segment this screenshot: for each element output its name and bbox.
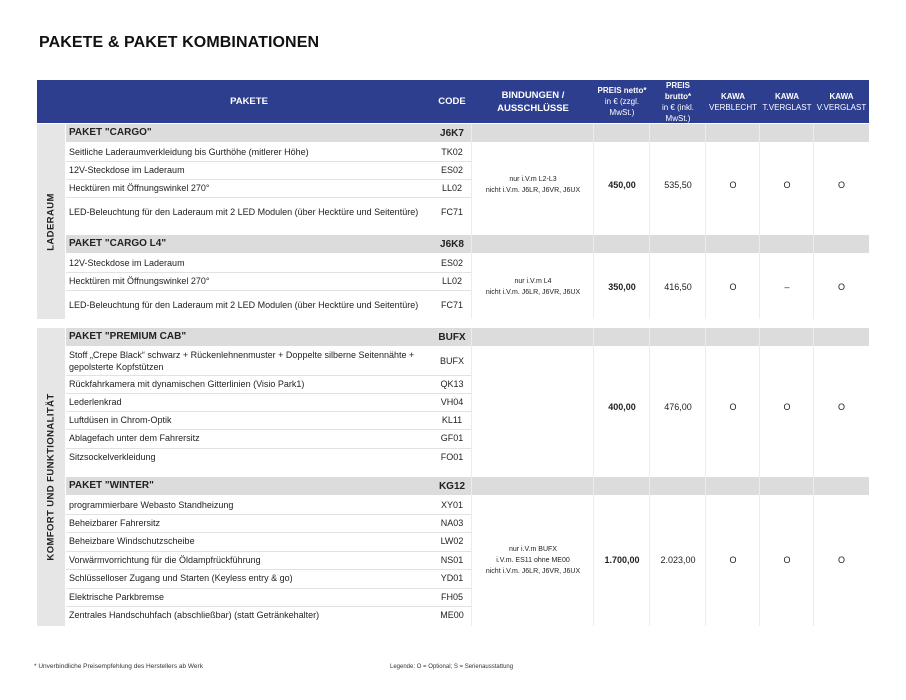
table-row xyxy=(66,143,472,161)
column-divider xyxy=(813,124,814,626)
kawa-tverglast-value: O xyxy=(783,179,791,190)
package-code: BUFX xyxy=(438,331,466,343)
kawa-tverglast-value: O xyxy=(783,555,791,565)
header-netto-bold: PREIS netto* xyxy=(597,86,647,95)
item-text: Rückfahrkamera mit dynamischen Gitterlinien (Visio Park1) xyxy=(69,379,305,389)
kawa-tverglast-value: O xyxy=(783,401,791,412)
item-text: 12V-Steckdose im Laderaum xyxy=(69,165,185,175)
package-code: KG12 xyxy=(438,480,466,492)
note-line: nur i.V.m L4 xyxy=(514,277,552,285)
price-netto: 450,00 xyxy=(608,179,636,190)
item-code: KL11 xyxy=(441,415,463,425)
column-divider xyxy=(705,124,706,626)
item-code: VH04 xyxy=(440,397,464,407)
table-row xyxy=(66,254,472,272)
table-row xyxy=(66,393,472,411)
table-row xyxy=(66,375,472,393)
header-brutto-sub: in € (inkl. MwSt.) xyxy=(661,102,694,123)
column-divider xyxy=(649,124,650,626)
header-code: CODE xyxy=(438,96,466,107)
note-line: nur i.V.m BUFX xyxy=(509,545,557,553)
item-code: NA03 xyxy=(440,518,464,528)
item-text: Vorwärmvorrichtung für die Öldampfrückführung xyxy=(69,555,261,565)
table-row xyxy=(66,290,472,319)
package-note xyxy=(472,143,594,226)
item-text: Seitliche Laderaumverkleidung bis Gurthöhe (mitlerer Höhe) xyxy=(69,147,309,157)
note-line: i.V.m. ES11 ohne ME00 xyxy=(496,556,570,564)
section-label: KOMFORT UND FUNKTIONALITÄT xyxy=(45,393,57,561)
header-netto-sub: in € (zzgl. MwSt.) xyxy=(604,97,640,117)
item-text: Hecktüren mit Öffnungswinkel 270° xyxy=(69,183,210,193)
item-text: Ablagefach unter dem Fahrersitz xyxy=(69,433,200,443)
package-bar-fill xyxy=(472,477,869,495)
item-text: 12V-Steckdose im Laderaum xyxy=(69,258,185,268)
kawa-verblecht-value: O xyxy=(729,401,737,412)
kawa-verblecht-value: O xyxy=(729,281,737,292)
item-text: Zentrales Handschuhfach (abschließbar) (statt Getränkehalter) xyxy=(69,610,320,620)
item-text: Lederlenkrad xyxy=(69,397,122,407)
item-code: LW02 xyxy=(440,536,464,546)
package-code: J6K7 xyxy=(440,127,464,139)
item-text: Sitzsockelverkleidung xyxy=(69,452,156,462)
kawa-vverglast-value: O xyxy=(837,401,845,412)
item-code: FC71 xyxy=(440,299,463,310)
item-code: XY01 xyxy=(440,500,464,510)
package-note xyxy=(472,496,594,624)
item-code: ES02 xyxy=(440,258,464,268)
package-header-row xyxy=(66,235,472,253)
table-row xyxy=(66,588,472,606)
package-bar-fill xyxy=(472,235,869,253)
package-header-row xyxy=(66,477,472,495)
item-code: LL02 xyxy=(441,276,463,286)
header-brutto-bold: PREIS brutto* xyxy=(664,80,692,101)
section-label: LADERAUM xyxy=(45,192,57,251)
item-code: GF01 xyxy=(440,433,464,443)
section-gap xyxy=(37,319,869,328)
price-brutto: 2.023,00 xyxy=(660,555,696,565)
section-laderaum xyxy=(37,124,65,319)
table-row xyxy=(66,448,472,466)
item-text: Elektrische Parkbremse xyxy=(69,592,165,602)
item-code: FO01 xyxy=(440,452,464,462)
table-row xyxy=(66,532,472,550)
footnote: * Unverbindliche Preisempfehlung des Herstellers ab Werk xyxy=(34,663,203,670)
header-kawa1-sub: VERBLECHT xyxy=(708,102,757,112)
package-name: PAKET "CARGO L4" xyxy=(69,238,167,249)
item-code: QK13 xyxy=(440,379,464,389)
item-text: Schlüsselloser Zugang und Starten (Keyless entry & go) xyxy=(69,573,293,583)
package-name: PAKET "CARGO" xyxy=(69,127,152,138)
header-kawa3-bold: KAWA xyxy=(829,91,854,101)
item-text: Beheizbare Windschutzscheibe xyxy=(69,536,195,546)
kawa-verblecht-value: O xyxy=(729,179,737,190)
header-kawa2-sub: T.VERGLAST xyxy=(762,102,812,112)
table-row xyxy=(66,429,472,447)
table-row xyxy=(66,606,472,624)
table-row xyxy=(66,161,472,179)
price-netto: 1.700,00 xyxy=(604,555,640,565)
header-bindungen: BINDUNGEN / AUSSCHLÜSSE xyxy=(497,89,569,114)
column-divider xyxy=(471,124,472,626)
table-row xyxy=(66,347,472,375)
item-text: LED-Beleuchtung für den Laderaum mit 2 LED Modulen (über Hecktüre und Seitentüre) xyxy=(69,299,419,310)
package-note xyxy=(472,254,594,319)
package-bar-fill xyxy=(472,328,869,346)
package-header-row xyxy=(66,328,472,346)
table-row xyxy=(66,514,472,532)
note-line: nicht i.V.m. J6LR, J6VR, J6UX xyxy=(485,186,581,194)
item-code: ES02 xyxy=(440,165,464,175)
item-code: TK02 xyxy=(441,147,463,157)
item-text: Luftdüsen in Chrom-Optik xyxy=(69,415,172,425)
table-row xyxy=(66,496,472,514)
item-text: LED-Beleuchtung für den Laderaum mit 2 LED Modulen (über Hecktüre und Seitentüre) xyxy=(69,206,419,217)
package-code: J6K8 xyxy=(440,238,464,250)
header-kawa-verblecht xyxy=(706,80,760,123)
item-text: Beheizbarer Fahrersitz xyxy=(69,518,161,528)
header-kawa2-bold: KAWA xyxy=(775,91,799,101)
package-name: PAKET "PREMIUM CAB" xyxy=(69,331,187,342)
package-header-row xyxy=(66,124,472,142)
header-kawa-vverglast xyxy=(814,80,869,123)
kawa-vverglast-value: O xyxy=(837,281,845,292)
price-netto: 350,00 xyxy=(608,281,636,292)
package-bar-fill xyxy=(472,124,869,142)
header-kawa-tverglast xyxy=(760,80,814,123)
table-header xyxy=(37,80,869,123)
price-netto: 400,00 xyxy=(608,401,636,412)
item-text: Hecktüren mit Öffnungswinkel 270° xyxy=(69,276,210,286)
price-brutto: 476,00 xyxy=(664,401,692,412)
price-brutto: 416,50 xyxy=(664,281,692,292)
note-line: nicht i.V.m. J6LR, J6VR, J6UX xyxy=(485,288,581,296)
kawa-vverglast-value: O xyxy=(837,179,845,190)
kawa-tverglast-value: – xyxy=(784,281,790,292)
item-code: LL02 xyxy=(441,183,463,193)
item-code: ME00 xyxy=(440,610,464,620)
table-row xyxy=(66,411,472,429)
item-code: NS01 xyxy=(440,555,464,565)
note-line: nur i.V.m L2-L3 xyxy=(509,175,557,183)
column-divider xyxy=(593,124,594,626)
kawa-verblecht-value: O xyxy=(729,555,737,565)
item-text: programmierbare Webasto Standheizung xyxy=(69,500,234,510)
item-code: BUFX xyxy=(439,356,464,366)
table-row xyxy=(66,551,472,569)
table-row xyxy=(66,179,472,197)
header-preis-netto xyxy=(594,80,650,123)
note-line: nicht i.V.m. J6LR, J6VR, J6UX xyxy=(485,567,581,575)
package-name: PAKET "WINTER" xyxy=(69,480,154,491)
section-komfort xyxy=(37,328,65,626)
page-title: PAKETE & PAKET KOMBINATIONEN xyxy=(39,34,320,51)
item-code: FC71 xyxy=(440,206,463,217)
column-divider xyxy=(759,124,760,626)
table-row xyxy=(66,272,472,290)
legend: Legende: O = Optional; S = Serienausstattung xyxy=(390,664,514,670)
price-brutto: 535,50 xyxy=(664,179,692,190)
table-row xyxy=(66,197,472,226)
kawa-vverglast-value: O xyxy=(837,555,845,565)
item-text: Stoff „Crepe Black“ schwarz + Rückenlehnenmuster + Doppelte silberne Seitennähte + gepolsterte Kopfstützen xyxy=(69,350,415,372)
table-row xyxy=(66,569,472,587)
header-pakete: PAKETE xyxy=(230,96,268,107)
item-code: FH05 xyxy=(440,592,463,602)
header-kawa3-sub: V.VERGLAST xyxy=(816,102,867,112)
header-preis-brutto xyxy=(650,80,706,123)
item-code: YD01 xyxy=(440,573,464,583)
header-kawa1-bold: KAWA xyxy=(721,91,745,101)
